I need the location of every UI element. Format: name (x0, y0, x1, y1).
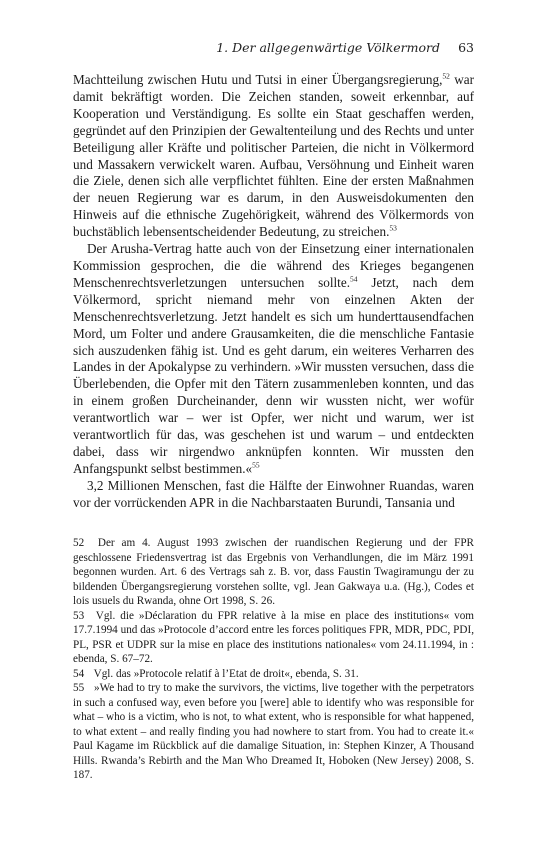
footnotes (73, 536, 474, 783)
paragraph-text: war damit bekräftigt worden. Die Zeichen standen, soweit erkennbar, auf Kooperation und Verständigung. Es sollte ein Staat geschaffen werden, gegründet auf den Prinzipien der Gewaltenteilung und des Rechts und unter Beteiligung aller Kräfte und politischer Parteien, die nicht in Völkermord und Massakern verwickelt waren. Aufbau, Versöhnung und Einheit waren die Ziele, denen sich alle verpflichtet fühlten. Eine der ersten Maßnahmen der neuen Regierung war es darum, in den Ausweisdokumenten den Hinweis auf die ethnische Zugehörigkeit, während des Völkermords von buchstäblich lebensentscheidender Bedeutung, zu streichen. (73, 72, 474, 240)
footnote-text: Vgl. das »Protocole relatif à l’Etat de droit«, ebenda, S. 31. (93, 667, 359, 680)
footnote (73, 536, 474, 609)
footnote (73, 667, 474, 682)
paragraph-text: 3,2 Millionen Menschen, fast die Hälfte der Einwohner Ruandas, waren vor der vorrückenden APR in die Nachbarstaaten Burundi, Tansania und (73, 477, 474, 510)
body-paragraph (73, 241, 474, 478)
footnote-text: Der am 4. August 1993 zwischen der ruandischen Regierung und der FPR geschlossene Friedensvertrag ist das Ergebnis von Verhandlungen, die im März 1991 begonnen wurden. Art. 6 des Vertrags sah z. B. vor, dass Faustin Twagiramungu der zu bildenden Übergangsregierung vorstehen sollte, vgl. Jean Gakwaya u.a. (Hg.), Codes et lois usuels du Rwanda, ohne Ort 1998, S. 26. (73, 537, 475, 607)
paragraph-text: Jetzt, nach dem Völkermord, spricht niemand mehr von einzelnen Akten der Menschenrechtsverletzung. Jetzt handelt es sich um hunderttausendfachen Mord, um Folter und andere Grausamkeiten, die die menschliche Fantasie sich auszudenken fähig ist. Und es geht darum, ein weiteres Verharren des Landes in der Apokalypse zu verhindern. »Wir mussten versuchen, dass die Überlebenden, die Opfer mit den Tätern zusammenleben konnten, und das in einem großen Durcheinander, denn wir wussten nicht, wer wofür verantwortlich war – wer ist Opfer, wer nicht und warum, wer ist verantwortlich für das, was geschehen ist und warum – und entdeckten dabei, dass wir nirgendwo anknüpfen konnten. Wir mussten den Anfangspunkt selbst bestimmen.« (73, 274, 474, 476)
footnote-number: 53 (73, 609, 85, 622)
paragraph-text: Der Arusha-Vertrag hatte auch von der Einsetzung einer internationalen Kommission gesprochen, die die während des Krieges begangenen Menschenrechtsverletzungen untersuchen sollte. (73, 241, 474, 290)
footnote (73, 609, 474, 667)
page-number: 63 (458, 40, 474, 55)
footnote-number: 52 (73, 537, 85, 549)
footnote-reference: 52 (442, 71, 450, 81)
body-paragraph (73, 72, 474, 241)
body-paragraph (73, 478, 474, 512)
footnote-number: 54 (73, 667, 85, 680)
paragraph-text: Machtteilung zwischen Hutu und Tutsi in einer Übergangsregierung, (73, 72, 443, 87)
footnote-text: »We had to try to make the survivors, the victims, live together with the perpetrators in such a confused way, even before you [were] able to identify who was responsible for what – who is a victim, who is not, to what extent, who is responsible for what happened, to what extent – and really finding you had nowhere to start from. You had to create it.« Paul Kagame im Rückblick auf die damalige Situation, in: Stephen Kinzer, A Thousand Hills. Rwanda’s Rebirth and the Man Who Dreamed It, Hoboken (New Jersey) 2008, S. 187. (73, 682, 475, 781)
chapter-title: 1. Der allgegenwärtige Völkermord (216, 40, 440, 55)
footnote (73, 681, 474, 783)
body-text (73, 72, 474, 512)
footnote-reference: 53 (389, 223, 397, 233)
footnote-reference: 55 (252, 460, 260, 470)
footnote-text: Vgl. die »Déclaration du FPR relative à la mise en place des institutions« vom 17.7.1994 und das »Protocole d’accord entre les forces politiques FPR, MDR, PDC, PDI, PL, PSR et UDPR sur la mise en place des institutions nationales« vom 24.11.1994, in : ebenda, S. 67–72. (73, 609, 474, 665)
footnote-reference: 54 (350, 274, 358, 284)
footnote-number: 55 (73, 682, 85, 694)
